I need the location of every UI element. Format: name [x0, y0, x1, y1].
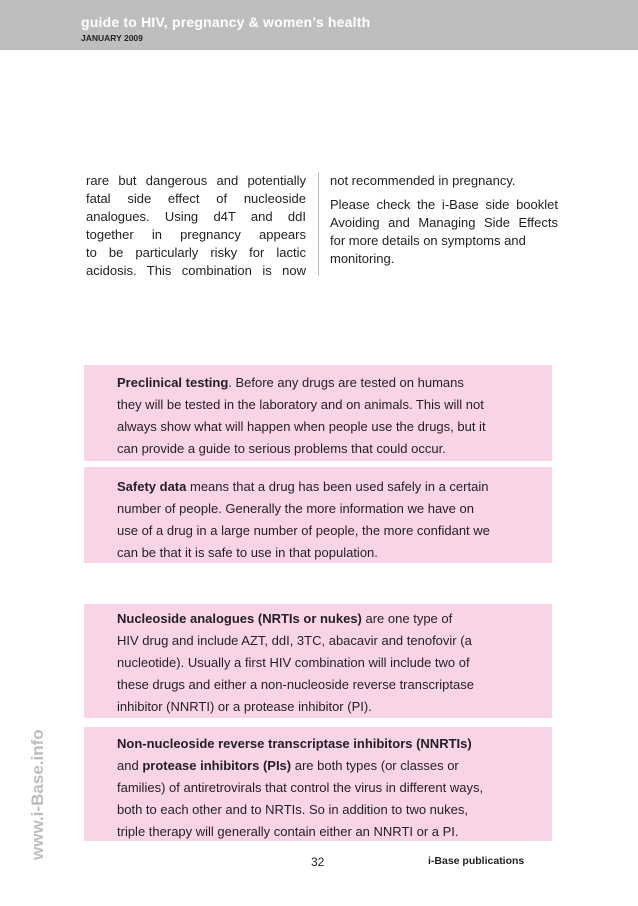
definition-text: and	[117, 758, 143, 773]
definition-term: Preclinical testing	[117, 375, 229, 390]
definition-term: Non-nucleoside reverse transcriptase inhibitors (NNRTIs)	[117, 736, 472, 751]
header-date: JANUARY 2009	[81, 33, 143, 43]
definition-term: Safety data	[117, 479, 187, 494]
definition-box-nrti	[84, 604, 552, 718]
definition-term: protease inhibitors (PIs)	[142, 758, 292, 773]
definition-text: HIV drug and include AZT, ddI, 3TC, abacavir and tenofovir (a	[117, 633, 472, 648]
definition-text: can provide a guide to serious problems that could occur.	[117, 441, 446, 456]
body-text-line: for more details on symptoms and	[330, 233, 526, 248]
definition-text: can be that it is safe to use in that population.	[117, 545, 378, 560]
definition-box-nnrti-pi	[84, 727, 552, 841]
header-bar	[0, 0, 638, 50]
definition-term: Nucleoside analogues (NRTIs or nukes)	[117, 611, 362, 626]
body-text-line: together in pregnancy appears	[86, 227, 306, 242]
definition-text: they will be tested in the laboratory and on animals. This will not	[117, 397, 484, 412]
definition-text: number of people. Generally the more information we have on	[117, 501, 474, 516]
body-text-line: rare but dangerous and potentially	[86, 173, 306, 188]
body-text-line: analogues. Using d4T and ddI	[86, 209, 306, 224]
header-title: guide to HIV, pregnancy & women’s health	[81, 14, 371, 30]
definition-text: both to each other and to NRTIs. So in addition to two nukes,	[117, 802, 468, 817]
column-divider	[318, 172, 319, 276]
definition-text: always show what will happen when people use the drugs, but it	[117, 419, 486, 434]
definition-text: nucleotide). Usually a first HIV combination will include two of	[117, 655, 470, 670]
definition-text: means that a drug has been used safely in a certain	[186, 479, 489, 494]
definition-text: . Before any drugs are tested on humans	[228, 375, 464, 390]
publisher-name: i-Base publications	[428, 855, 525, 867]
body-text-line: to be particularly risky for lactic	[86, 245, 306, 260]
body-text-line: Please check the i-Base side booklet	[330, 197, 558, 212]
definition-text: use of a drug in a large number of people, the more confidant we	[117, 523, 490, 538]
definition-text: are one type of	[361, 611, 453, 626]
body-text-line: acidosis. This combination is now	[86, 263, 306, 278]
page-number: 32	[311, 855, 325, 869]
body-text-left-column	[86, 172, 306, 280]
body-text-line: monitoring.	[330, 251, 395, 266]
definition-text: triple therapy will generally contain either an NNRTI or a PI.	[117, 824, 459, 839]
definition-box-safety-data	[84, 467, 552, 563]
body-text-right-column	[330, 172, 558, 268]
sidebar-website-url: www.i-Base.info	[28, 729, 47, 860]
definition-text: are both types (or classes or	[291, 758, 459, 773]
body-text-line: fatal side effect of nucleoside	[86, 191, 306, 206]
definition-box-preclinical	[84, 365, 552, 461]
definition-text: these drugs and either a non-nucleoside reverse transcriptase	[117, 677, 474, 692]
body-text-line: not recommended in pregnancy.	[330, 173, 516, 188]
body-text-line: Avoiding and Managing Side Effects	[330, 215, 558, 230]
definition-text: families) of antiretrovirals that control the virus in different ways,	[117, 780, 484, 795]
definition-text: inhibitor (NNRTI) or a protease inhibitor (PI).	[117, 699, 372, 714]
